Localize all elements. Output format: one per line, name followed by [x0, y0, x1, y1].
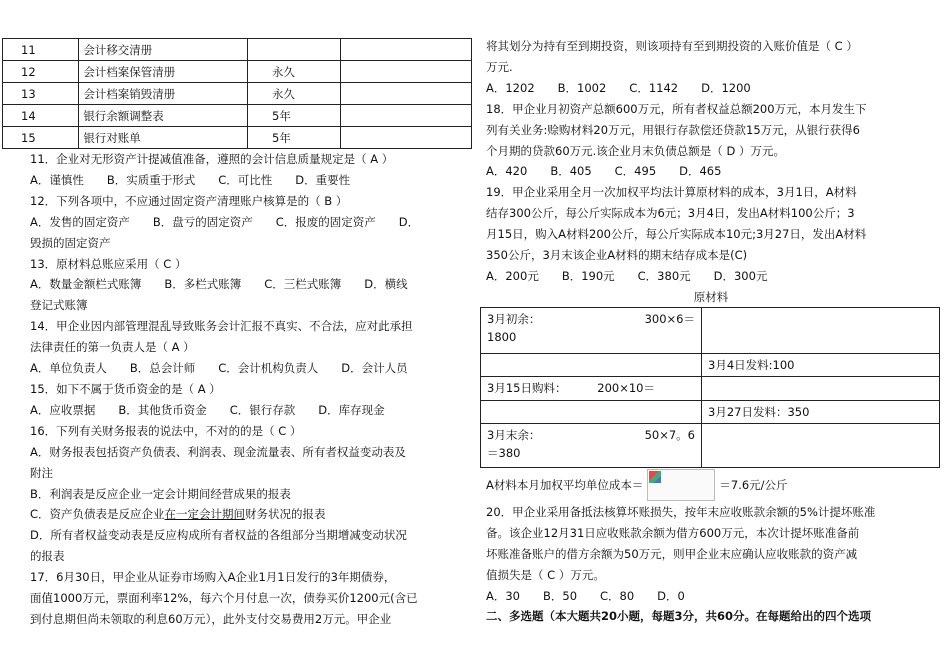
question-16-option-d: D．所有者权益变动表是反应构成所有者权益的各组部分当期增减变动状况 [30, 528, 407, 543]
closing-calc: 50×7。6 [644, 427, 695, 442]
retention-period: 5年 [248, 105, 341, 127]
table-row [3, 105, 472, 127]
question-12-options-cont: 毁损的固定资产 [30, 235, 111, 250]
section-2-heading: 二、多选题（本大题共20小题，每题3分，共60分。在每题给出的四个选项 [486, 609, 872, 624]
record-name: 会计档案保管清册 [79, 61, 248, 83]
record-note [341, 105, 472, 127]
ledger-right-empty-1 [702, 307, 940, 353]
retention-period: 永久 [248, 83, 341, 105]
record-no: 15 [3, 127, 79, 149]
ledger-right-empty-3 [702, 423, 940, 467]
question-14: 14．甲企业因内部管理混乱导致账务会计汇报不真实、不合法，应对此承担 [30, 319, 413, 334]
right-column [478, 0, 944, 627]
closing-label: 3月末余： [487, 427, 541, 442]
question-15: 15．如下不属于货币资金的是（ A ） [30, 381, 221, 396]
record-no: 12 [3, 61, 79, 83]
question-20-cont-2: 坏账准备账户的借方余额为50万元，则甲企业末应确认应收账款的资产减 [486, 546, 858, 561]
option-c-text: C．资产负债表是反应企业 [30, 507, 165, 522]
ledger-left-empty-2 [481, 400, 702, 423]
question-19-cont-2: 月15日，购入A材料200公斤，每公斤实际成本10元;3月27日，发出A材料 [486, 227, 867, 242]
question-13: 13．原材料总账应采用（ C ） [30, 256, 187, 271]
question-14-options: A．单位负责人 B．总会计师 C．会计机构负责人 D．会计人员 [30, 361, 408, 376]
question-18-options: A．420 B．405 C．495 D．465 [486, 164, 722, 179]
ledger-opening-balance [481, 307, 702, 353]
question-16-option-a: A．财务报表包括资产负债表、利润表、现金流量表、所有者权益变动表及 [30, 444, 406, 459]
closing-value: ＝380 [487, 445, 521, 460]
table-row [3, 83, 472, 105]
question-18-cont-2: 个月期的贷款60万元.该企业月末负债总额是（ D ）万元。 [486, 143, 785, 158]
question-16-option-a-cont: 附注 [30, 465, 53, 480]
ledger-title: 原材料 [693, 289, 729, 304]
opening-label: 3月初余： [487, 311, 541, 326]
question-18: 18．甲企业月初资产总额600万元，所有者权益总额200万元，本月发生下 [486, 101, 867, 116]
record-name: 会计档案销毁清册 [79, 83, 248, 105]
retention-period: 永久 [248, 61, 341, 83]
question-16-option-b: B．利润表是反应企业一定会计期间经营成果的报表 [30, 486, 291, 501]
ledger-right-empty-2 [702, 376, 940, 400]
question-19-cont-1: 结存300公斤，每公斤实际成本为6元；3月4日，发出A材料100公斤；3 [486, 206, 855, 221]
question-19-cont-3: 350公斤，3月末该企业A材料的期末结存成本是(C) [486, 248, 748, 263]
purchase-calc: 200×10＝ [597, 380, 655, 395]
left-column [0, 0, 472, 630]
record-name: 会计移交清册 [79, 39, 248, 61]
question-20-cont-1: 备。该企业12月31日应收账款余额为借方600万元，本次计提坏账准备前 [486, 525, 860, 540]
question-13-options: A．数量金额栏式账簿 B．多栏式账簿 C．三栏式账簿 D．横线 [30, 277, 408, 292]
retention-period: 5年 [248, 127, 341, 149]
question-20-options: A．30 B．50 C．80 D．0 [486, 588, 685, 603]
weighted-average-formula [478, 468, 944, 502]
table-row [3, 127, 472, 149]
table-row [3, 61, 472, 83]
ledger-purchase [481, 376, 702, 400]
record-note [341, 83, 472, 105]
question-16-option-c [0, 504, 472, 525]
question-12-options: A．发售的固定资产 B．盘亏的固定资产 C．报废的固定资产 D． [30, 214, 420, 229]
question-16: 16．下列有关财务报表的说法中，不对的的是（ C ） [30, 423, 302, 438]
opening-value: 1800 [487, 329, 517, 344]
t-account-ledger [480, 307, 940, 468]
question-19: 19．甲企业采用全月一次加权平均法计算原材料的成本，3月1日，A材料 [486, 185, 857, 200]
record-name: 银行对账单 [79, 127, 248, 149]
question-17-cont-1: 面值1000万元，票面利率12%，每六个月付息一次，债券买价1200元(含已 [30, 591, 418, 606]
question-20-cont-3: 值损失是（ C ）万元。 [486, 567, 605, 582]
question-17: 17．6月30日，甲企业从证券市场购入A企业1月1日发行的3年期债券， [30, 570, 396, 585]
ledger-left-empty-1 [481, 353, 702, 376]
formula-result: ＝7.6元/公斤 [719, 477, 788, 492]
table-row [3, 39, 472, 61]
option-c-underlined: 在一定会计期间 [164, 507, 246, 522]
question-13-options-cont: 登记式账簿 [30, 298, 88, 313]
ledger-closing-balance [481, 423, 702, 467]
question-16-option-d-cont: 的报表 [30, 549, 65, 564]
record-note [341, 61, 472, 83]
record-name: 银行余额调整表 [79, 105, 248, 127]
ledger-issue-2: 3月27日发料：350 [702, 400, 940, 423]
option-c-text-end: 财务状况的报表 [245, 507, 326, 522]
question-12: 12．下列各项中，不应通过固定资产清理账户核算是的（ B ） [30, 193, 348, 208]
record-no: 13 [3, 83, 79, 105]
record-no: 14 [3, 105, 79, 127]
question-19-options: A．200元 B．190元 C．380元 D．300元 [486, 268, 768, 283]
record-note [341, 39, 472, 61]
question-11-options: A．谨慎性 B．实质重于形式 C．可比性 D．重要性 [30, 172, 351, 187]
record-note [341, 127, 472, 149]
question-15-options: A．应收票据 B．其他货币资金 C．银行存款 D．库存现金 [30, 402, 385, 417]
question-17-cont-3: 将其划分为持有至到期投资，则该项持有至到期投资的入账价值是（ C ） [486, 39, 858, 53]
question-17-options: A．1202 B．1002 C．1142 D．1200 [486, 80, 751, 95]
question-17-cont-2: 到付息期但尚未领取的利息60万元），此外支付交易费用2万元。甲企业 [30, 611, 392, 626]
question-11: 11．企业对无形资产计提减值准备，遵照的会计信息质量规定是（ A ） [30, 152, 394, 166]
purchase-label: 3月15日购料： [487, 380, 567, 395]
opening-calc: 300×6＝ [644, 311, 695, 326]
formula-text: A材料本月加权平均单位成本＝ [486, 477, 644, 492]
question-18-cont-1: 列有关业务:赊购材料20万元，用银行存款偿还贷款15万元，从银行获得6 [486, 122, 860, 137]
records-retention-table [2, 38, 472, 149]
question-20: 20．甲企业采用备抵法核算坏账损失，按年末应收账款余额的5%计提坏账准 [486, 504, 876, 519]
ledger-issue-1: 3月4日发料:100 [702, 353, 940, 376]
question-17-cont-4: 万元. [486, 59, 513, 74]
broken-image-icon [647, 469, 715, 501]
question-14-cont: 法律责任的第一负责人是（ A ） [30, 340, 195, 355]
retention-period [248, 39, 341, 61]
record-no: 11 [3, 39, 79, 61]
